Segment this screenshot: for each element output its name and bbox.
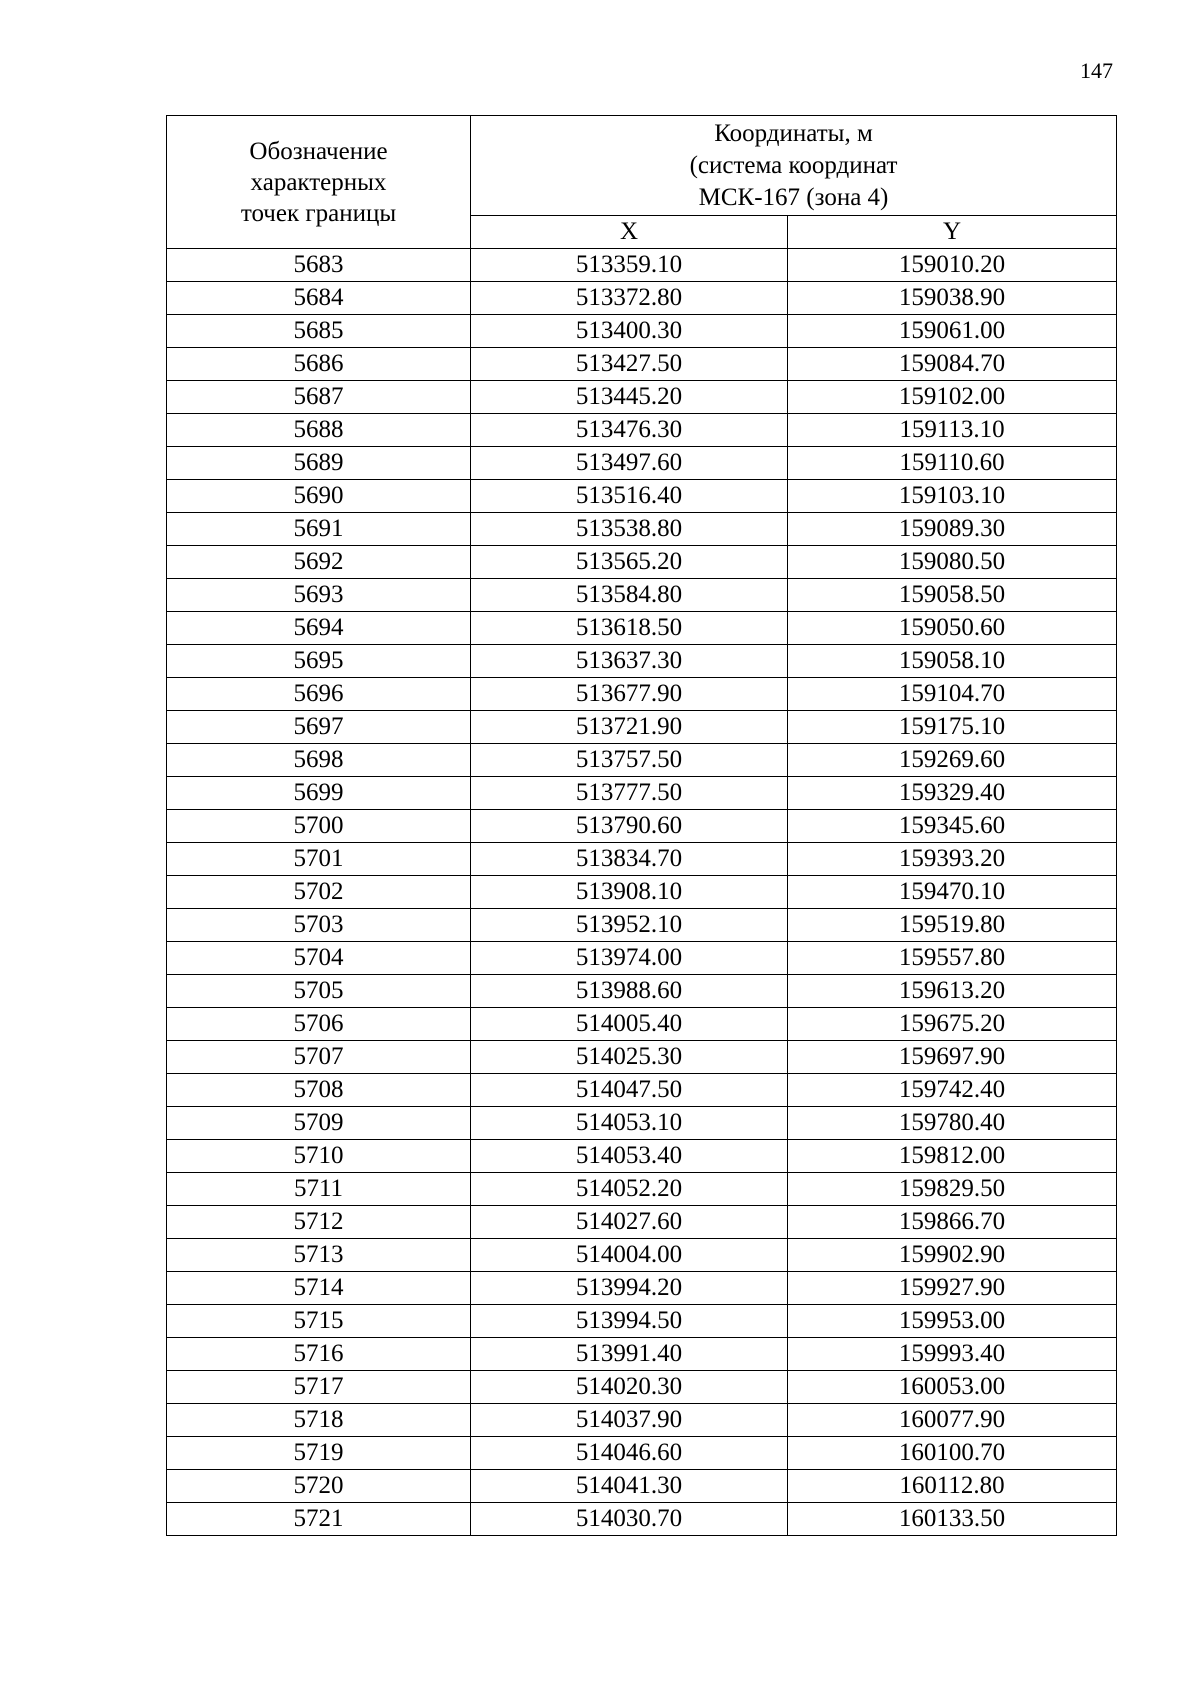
x-coordinate-cell: 514052.20 <box>471 1173 788 1206</box>
point-id-cell: 5704 <box>167 942 471 975</box>
table-row <box>167 1140 1117 1173</box>
table-row <box>167 810 1117 843</box>
y-coordinate-cell: 160100.70 <box>788 1437 1117 1470</box>
point-id-cell: 5688 <box>167 414 471 447</box>
y-coordinate-cell: 159080.50 <box>788 546 1117 579</box>
y-coordinate-cell: 160133.50 <box>788 1503 1117 1536</box>
y-coordinate-cell: 159742.40 <box>788 1074 1117 1107</box>
point-id-cell: 5684 <box>167 282 471 315</box>
point-id-cell: 5698 <box>167 744 471 777</box>
y-coordinate-cell: 159102.00 <box>788 381 1117 414</box>
y-coordinate-cell: 159675.20 <box>788 1008 1117 1041</box>
y-coordinate-cell: 159175.10 <box>788 711 1117 744</box>
point-id-cell: 5695 <box>167 645 471 678</box>
table-row <box>167 843 1117 876</box>
point-id-cell: 5685 <box>167 315 471 348</box>
x-coordinate-cell: 513584.80 <box>471 579 788 612</box>
point-id-cell: 5699 <box>167 777 471 810</box>
point-id-cell: 5686 <box>167 348 471 381</box>
table-row <box>167 1074 1117 1107</box>
table-row <box>167 1173 1117 1206</box>
point-id-cell: 5717 <box>167 1371 471 1404</box>
table-row <box>167 1008 1117 1041</box>
y-coordinate-cell: 159393.20 <box>788 843 1117 876</box>
table-row <box>167 975 1117 1008</box>
y-coordinate-cell: 159345.60 <box>788 810 1117 843</box>
x-column-header: X <box>471 216 788 249</box>
x-coordinate-cell: 513637.30 <box>471 645 788 678</box>
y-coordinate-cell: 159103.10 <box>788 480 1117 513</box>
y-coordinate-cell: 159812.00 <box>788 1140 1117 1173</box>
x-coordinate-cell: 514047.50 <box>471 1074 788 1107</box>
table-row <box>167 480 1117 513</box>
point-id-cell: 5714 <box>167 1272 471 1305</box>
y-coordinate-cell: 159866.70 <box>788 1206 1117 1239</box>
x-coordinate-cell: 513538.80 <box>471 513 788 546</box>
x-coordinate-cell: 513359.10 <box>471 249 788 282</box>
x-coordinate-cell: 514041.30 <box>471 1470 788 1503</box>
y-coordinate-cell: 159010.20 <box>788 249 1117 282</box>
x-coordinate-cell: 513618.50 <box>471 612 788 645</box>
point-id-cell: 5689 <box>167 447 471 480</box>
table-row <box>167 1338 1117 1371</box>
point-id-cell: 5712 <box>167 1206 471 1239</box>
point-id-cell: 5705 <box>167 975 471 1008</box>
table-row <box>167 348 1117 381</box>
x-coordinate-cell: 514020.30 <box>471 1371 788 1404</box>
table-header <box>167 116 1117 249</box>
x-coordinate-cell: 513497.60 <box>471 447 788 480</box>
designation-header-line: характерных <box>250 168 387 196</box>
designation-header <box>167 116 471 249</box>
point-id-cell: 5700 <box>167 810 471 843</box>
table-row <box>167 1437 1117 1470</box>
table-row <box>167 414 1117 447</box>
table-row <box>167 612 1117 645</box>
coordinates-header-line: (система координат <box>689 151 898 179</box>
y-coordinate-cell: 160112.80 <box>788 1470 1117 1503</box>
table-row <box>167 315 1117 348</box>
point-id-cell: 5702 <box>167 876 471 909</box>
table-row <box>167 777 1117 810</box>
y-coordinate-cell: 159058.10 <box>788 645 1117 678</box>
point-id-cell: 5713 <box>167 1239 471 1272</box>
x-coordinate-cell: 513974.00 <box>471 942 788 975</box>
coordinates-header-line: МСК-167 (зона 4) <box>698 183 889 211</box>
x-coordinate-cell: 514027.60 <box>471 1206 788 1239</box>
table-row <box>167 579 1117 612</box>
table-row <box>167 1239 1117 1272</box>
table-row <box>167 1272 1117 1305</box>
point-id-cell: 5693 <box>167 579 471 612</box>
y-coordinate-cell: 159519.80 <box>788 909 1117 942</box>
x-coordinate-cell: 513834.70 <box>471 843 788 876</box>
x-coordinate-cell: 513952.10 <box>471 909 788 942</box>
point-id-cell: 5694 <box>167 612 471 645</box>
point-id-cell: 5703 <box>167 909 471 942</box>
y-coordinate-cell: 160077.90 <box>788 1404 1117 1437</box>
point-id-cell: 5710 <box>167 1140 471 1173</box>
y-coordinate-cell: 159470.10 <box>788 876 1117 909</box>
y-coordinate-cell: 159113.10 <box>788 414 1117 447</box>
point-id-cell: 5690 <box>167 480 471 513</box>
x-coordinate-cell: 513565.20 <box>471 546 788 579</box>
table-row <box>167 909 1117 942</box>
page-number: 147 <box>1080 58 1113 83</box>
y-column-header: Y <box>788 216 1117 249</box>
x-coordinate-cell: 514025.30 <box>471 1041 788 1074</box>
point-id-cell: 5711 <box>167 1173 471 1206</box>
x-coordinate-cell: 513476.30 <box>471 414 788 447</box>
table-row <box>167 1470 1117 1503</box>
x-coordinate-cell: 513994.50 <box>471 1305 788 1338</box>
designation-header-line: Обозначение <box>249 137 388 165</box>
y-coordinate-cell: 159953.00 <box>788 1305 1117 1338</box>
coordinates-header <box>471 116 1117 216</box>
point-id-cell: 5718 <box>167 1404 471 1437</box>
x-coordinate-cell: 513721.90 <box>471 711 788 744</box>
y-coordinate-cell: 159104.70 <box>788 678 1117 711</box>
coordinates-table <box>166 115 1117 1536</box>
x-coordinate-cell: 514046.60 <box>471 1437 788 1470</box>
table-row <box>167 1503 1117 1536</box>
x-coordinate-cell: 513757.50 <box>471 744 788 777</box>
x-coordinate-cell: 514030.70 <box>471 1503 788 1536</box>
x-coordinate-cell: 513908.10 <box>471 876 788 909</box>
point-id-cell: 5701 <box>167 843 471 876</box>
x-coordinate-cell: 513991.40 <box>471 1338 788 1371</box>
x-coordinate-cell: 513777.50 <box>471 777 788 810</box>
y-coordinate-cell: 160053.00 <box>788 1371 1117 1404</box>
point-id-cell: 5716 <box>167 1338 471 1371</box>
x-coordinate-cell: 514037.90 <box>471 1404 788 1437</box>
y-coordinate-cell: 159329.40 <box>788 777 1117 810</box>
point-id-cell: 5715 <box>167 1305 471 1338</box>
point-id-cell: 5697 <box>167 711 471 744</box>
table-row <box>167 1107 1117 1140</box>
x-coordinate-cell: 514005.40 <box>471 1008 788 1041</box>
point-id-cell: 5721 <box>167 1503 471 1536</box>
y-coordinate-cell: 159089.30 <box>788 513 1117 546</box>
coordinates-header-line: Координаты, м <box>714 119 873 147</box>
point-id-cell: 5687 <box>167 381 471 414</box>
point-id-cell: 5709 <box>167 1107 471 1140</box>
table-row <box>167 744 1117 777</box>
table-row <box>167 546 1117 579</box>
x-coordinate-cell: 513516.40 <box>471 480 788 513</box>
y-coordinate-cell: 159269.60 <box>788 744 1117 777</box>
table-row <box>167 513 1117 546</box>
y-coordinate-cell: 159993.40 <box>788 1338 1117 1371</box>
x-coordinate-cell: 514053.40 <box>471 1140 788 1173</box>
x-coordinate-cell: 514004.00 <box>471 1239 788 1272</box>
y-coordinate-cell: 159697.90 <box>788 1041 1117 1074</box>
x-coordinate-cell: 513790.60 <box>471 810 788 843</box>
table-row <box>167 381 1117 414</box>
table-row <box>167 1305 1117 1338</box>
x-coordinate-cell: 513400.30 <box>471 315 788 348</box>
designation-header-line: точек границы <box>240 199 397 227</box>
point-id-cell: 5683 <box>167 249 471 282</box>
x-coordinate-cell: 513994.20 <box>471 1272 788 1305</box>
table-row <box>167 711 1117 744</box>
y-coordinate-cell: 159061.00 <box>788 315 1117 348</box>
x-coordinate-cell: 514053.10 <box>471 1107 788 1140</box>
point-id-cell: 5719 <box>167 1437 471 1470</box>
table-body <box>167 249 1117 1536</box>
table-row <box>167 1206 1117 1239</box>
x-coordinate-cell: 513677.90 <box>471 678 788 711</box>
x-coordinate-cell: 513427.50 <box>471 348 788 381</box>
point-id-cell: 5707 <box>167 1041 471 1074</box>
y-coordinate-cell: 159084.70 <box>788 348 1117 381</box>
x-coordinate-cell: 513988.60 <box>471 975 788 1008</box>
x-coordinate-cell: 513445.20 <box>471 381 788 414</box>
table-row <box>167 1371 1117 1404</box>
y-coordinate-cell: 159613.20 <box>788 975 1117 1008</box>
y-coordinate-cell: 159038.90 <box>788 282 1117 315</box>
table-row <box>167 678 1117 711</box>
y-coordinate-cell: 159780.40 <box>788 1107 1117 1140</box>
table-row <box>167 1404 1117 1437</box>
point-id-cell: 5708 <box>167 1074 471 1107</box>
table-row <box>167 942 1117 975</box>
table-row <box>167 249 1117 282</box>
y-coordinate-cell: 159829.50 <box>788 1173 1117 1206</box>
table-row <box>167 1041 1117 1074</box>
point-id-cell: 5692 <box>167 546 471 579</box>
x-coordinate-cell: 513372.80 <box>471 282 788 315</box>
y-coordinate-cell: 159902.90 <box>788 1239 1117 1272</box>
point-id-cell: 5720 <box>167 1470 471 1503</box>
table-row <box>167 645 1117 678</box>
y-coordinate-cell: 159110.60 <box>788 447 1117 480</box>
table-row <box>167 282 1117 315</box>
point-id-cell: 5691 <box>167 513 471 546</box>
table-row <box>167 447 1117 480</box>
table-row <box>167 876 1117 909</box>
y-coordinate-cell: 159050.60 <box>788 612 1117 645</box>
y-coordinate-cell: 159927.90 <box>788 1272 1117 1305</box>
y-coordinate-cell: 159557.80 <box>788 942 1117 975</box>
point-id-cell: 5696 <box>167 678 471 711</box>
y-coordinate-cell: 159058.50 <box>788 579 1117 612</box>
point-id-cell: 5706 <box>167 1008 471 1041</box>
